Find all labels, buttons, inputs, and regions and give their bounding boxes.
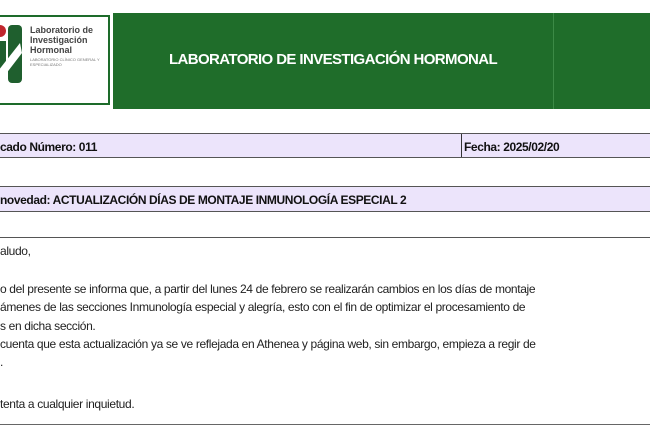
header-banner <box>113 13 650 109</box>
info-row <box>0 133 650 158</box>
communique-date: Fecha: 2025/02/20 <box>464 140 560 154</box>
subject-row <box>0 186 650 212</box>
body-line: aludo, <box>0 244 31 258</box>
page-title: LABORATORIO DE INVESTIGACIÓN HORMONAL <box>168 51 498 68</box>
body-line: tenta a cualquier inquietud. <box>0 397 135 411</box>
subject: novedad: ACTUALIZACIÓN DÍAS DE MONTAJE INMUNOLOGÍA ESPECIAL 2 <box>0 193 407 207</box>
body-line: s en dicha sección. <box>0 319 96 333</box>
logo-line3: Hormonal <box>30 45 73 55</box>
body-line: ámenes de las secciones Inmunología especial y alegría, esto con el fin de optimizar el procesamiento de <box>0 300 526 314</box>
message-body <box>0 237 650 425</box>
lab-logo <box>0 15 110 105</box>
body-line: o del presente se informa que, a partir del lunes 24 de febrero se realizarán cambios en los días de montaje <box>0 282 536 296</box>
logo-tagline: LABORATORIO CLÍNICO GENERAL Y ESPECIALIZADO <box>30 57 100 67</box>
body-line: . <box>0 355 3 369</box>
communique-number: cado Número: 011 <box>0 140 97 154</box>
body-line: cuenta que esta actualización ya se ve reflejada en Athenea y página web, sin embargo, empieza a regir de <box>0 337 536 351</box>
logo-text <box>30 25 93 55</box>
logo-line2: Investigación <box>30 35 88 45</box>
header-divider <box>553 13 554 109</box>
cell-divider <box>461 134 462 157</box>
logo-mark-icon <box>0 23 28 93</box>
logo-line1: Laboratorio de <box>30 25 94 35</box>
